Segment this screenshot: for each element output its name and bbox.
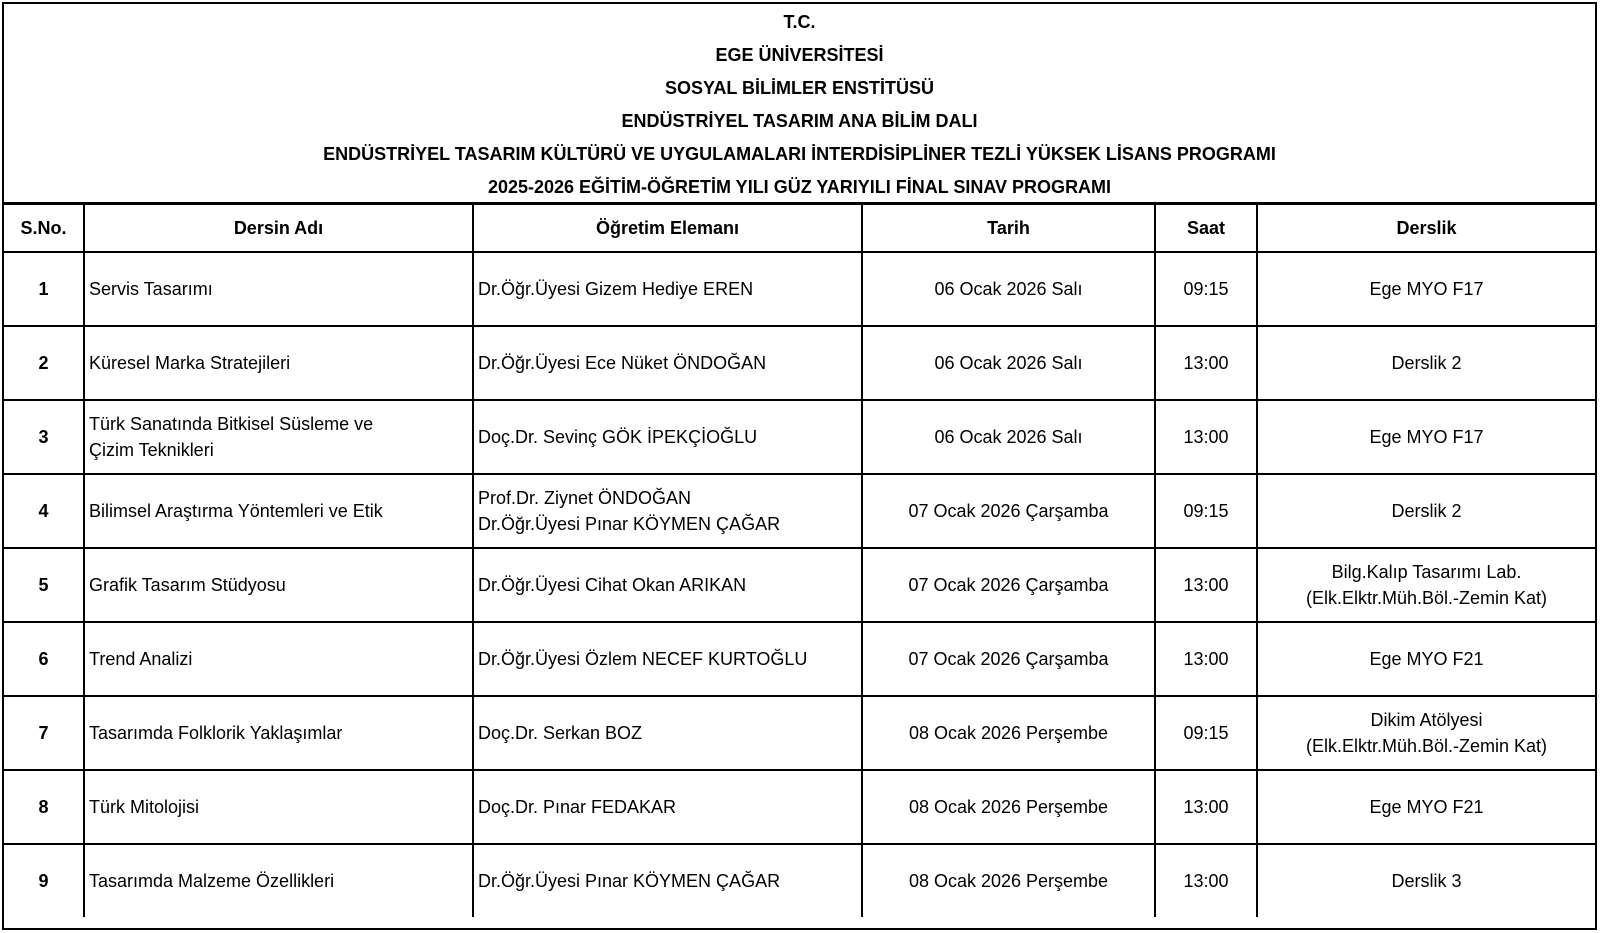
cell-room: Dikim Atölyesi (Elk.Elktr.Müh.Böl.-Zemin Kat)	[1257, 696, 1595, 770]
header-title: 2025-2026 EĞİTİM-ÖĞRETİM YILI GÜZ YARIYILI FİNAL SINAV PROGRAMI	[487, 177, 1112, 197]
cell-room: Bilg.Kalıp Tasarımı Lab. (Elk.Elktr.Müh.Böl.-Zemin Kat)	[1257, 548, 1595, 622]
table-row	[4, 770, 1595, 844]
cell-date: 06 Ocak 2026 Salı	[862, 326, 1155, 400]
table-row	[4, 326, 1595, 400]
col-header-date: Tarih	[862, 205, 1155, 252]
cell-date: 08 Ocak 2026 Perşembe	[862, 696, 1155, 770]
table-row	[4, 622, 1595, 696]
table-body	[4, 252, 1595, 917]
cell-course: Trend Analizi	[84, 622, 473, 696]
cell-date: 07 Ocak 2026 Çarşamba	[862, 548, 1155, 622]
exam-table	[4, 205, 1595, 917]
cell-time: 09:15	[1155, 696, 1257, 770]
cell-date: 07 Ocak 2026 Çarşamba	[862, 622, 1155, 696]
cell-room: Ege MYO F17	[1257, 252, 1595, 326]
cell-no: 4	[4, 474, 84, 548]
cell-no: 8	[4, 770, 84, 844]
cell-instructor: Dr.Öğr.Üyesi Özlem NECEF KURTOĞLU	[473, 622, 862, 696]
document-header	[4, 4, 1595, 205]
cell-time: 09:15	[1155, 474, 1257, 548]
cell-time: 13:00	[1155, 400, 1257, 474]
table-row	[4, 252, 1595, 326]
table-row	[4, 696, 1595, 770]
cell-room: Ege MYO F21	[1257, 622, 1595, 696]
cell-instructor: Dr.Öğr.Üyesi Gizem Hediye EREN	[473, 252, 862, 326]
exam-schedule-sheet	[2, 2, 1597, 930]
cell-course: Tasarımda Folklorik Yaklaşımlar	[84, 696, 473, 770]
cell-instructor: Doç.Dr. Sevinç GÖK İPEKÇİOĞLU	[473, 400, 862, 474]
cell-time: 13:00	[1155, 622, 1257, 696]
header-department: ENDÜSTRİYEL TASARIM ANA BİLİM DALI	[621, 111, 978, 131]
cell-no: 2	[4, 326, 84, 400]
cell-room: Ege MYO F17	[1257, 400, 1595, 474]
cell-time: 09:15	[1155, 252, 1257, 326]
cell-no: 9	[4, 844, 84, 917]
table-header-row	[4, 205, 1595, 252]
table-row	[4, 844, 1595, 917]
cell-time: 13:00	[1155, 548, 1257, 622]
cell-instructor: Prof.Dr. Ziynet ÖNDOĞAN Dr.Öğr.Üyesi Pınar KÖYMEN ÇAĞAR	[473, 474, 862, 548]
cell-room: Derslik 3	[1257, 844, 1595, 917]
col-header-instructor: Öğretim Elemanı	[473, 205, 862, 252]
cell-room: Derslik 2	[1257, 326, 1595, 400]
cell-date: 06 Ocak 2026 Salı	[862, 252, 1155, 326]
cell-instructor: Doç.Dr. Pınar FEDAKAR	[473, 770, 862, 844]
cell-course: Servis Tasarımı	[84, 252, 473, 326]
cell-no: 3	[4, 400, 84, 474]
cell-course: Tasarımda Malzeme Özellikleri	[84, 844, 473, 917]
cell-room: Ege MYO F21	[1257, 770, 1595, 844]
cell-instructor: Dr.Öğr.Üyesi Cihat Okan ARIKAN	[473, 548, 862, 622]
cell-instructor: Dr.Öğr.Üyesi Ece Nüket ÖNDOĞAN	[473, 326, 862, 400]
header-institute: SOSYAL BİLİMLER ENSTİTÜSÜ	[664, 78, 935, 98]
cell-no: 7	[4, 696, 84, 770]
table-row	[4, 400, 1595, 474]
table-row	[4, 548, 1595, 622]
cell-date: 06 Ocak 2026 Salı	[862, 400, 1155, 474]
header-university: EGE ÜNİVERSİTESİ	[715, 45, 884, 65]
col-header-time: Saat	[1155, 205, 1257, 252]
cell-no: 6	[4, 622, 84, 696]
header-program: ENDÜSTRİYEL TASARIM KÜLTÜRÜ VE UYGULAMALARI İNTERDİSİPLİNER TEZLİ YÜKSEK LİSANS PROGRAMI	[323, 144, 1276, 164]
cell-course: Türk Mitolojisi	[84, 770, 473, 844]
cell-no: 1	[4, 252, 84, 326]
cell-course: Küresel Marka Stratejileri	[84, 326, 473, 400]
table-row	[4, 474, 1595, 548]
cell-room: Derslik 2	[1257, 474, 1595, 548]
cell-instructor: Dr.Öğr.Üyesi Pınar KÖYMEN ÇAĞAR	[473, 844, 862, 917]
col-header-course: Dersin Adı	[84, 205, 473, 252]
cell-time: 13:00	[1155, 770, 1257, 844]
cell-course: Bilimsel Araştırma Yöntemleri ve Etik	[84, 474, 473, 548]
cell-no: 5	[4, 548, 84, 622]
col-header-room: Derslik	[1257, 205, 1595, 252]
cell-date: 07 Ocak 2026 Çarşamba	[862, 474, 1155, 548]
cell-time: 13:00	[1155, 844, 1257, 917]
cell-course: Türk Sanatında Bitkisel Süsleme ve Çizim Teknikleri	[84, 400, 473, 474]
cell-date: 08 Ocak 2026 Perşembe	[862, 770, 1155, 844]
col-header-no: S.No.	[4, 205, 84, 252]
header-country: T.C.	[783, 12, 816, 32]
cell-instructor: Doç.Dr. Serkan BOZ	[473, 696, 862, 770]
cell-course: Grafik Tasarım Stüdyosu	[84, 548, 473, 622]
cell-time: 13:00	[1155, 326, 1257, 400]
cell-date: 08 Ocak 2026 Perşembe	[862, 844, 1155, 917]
